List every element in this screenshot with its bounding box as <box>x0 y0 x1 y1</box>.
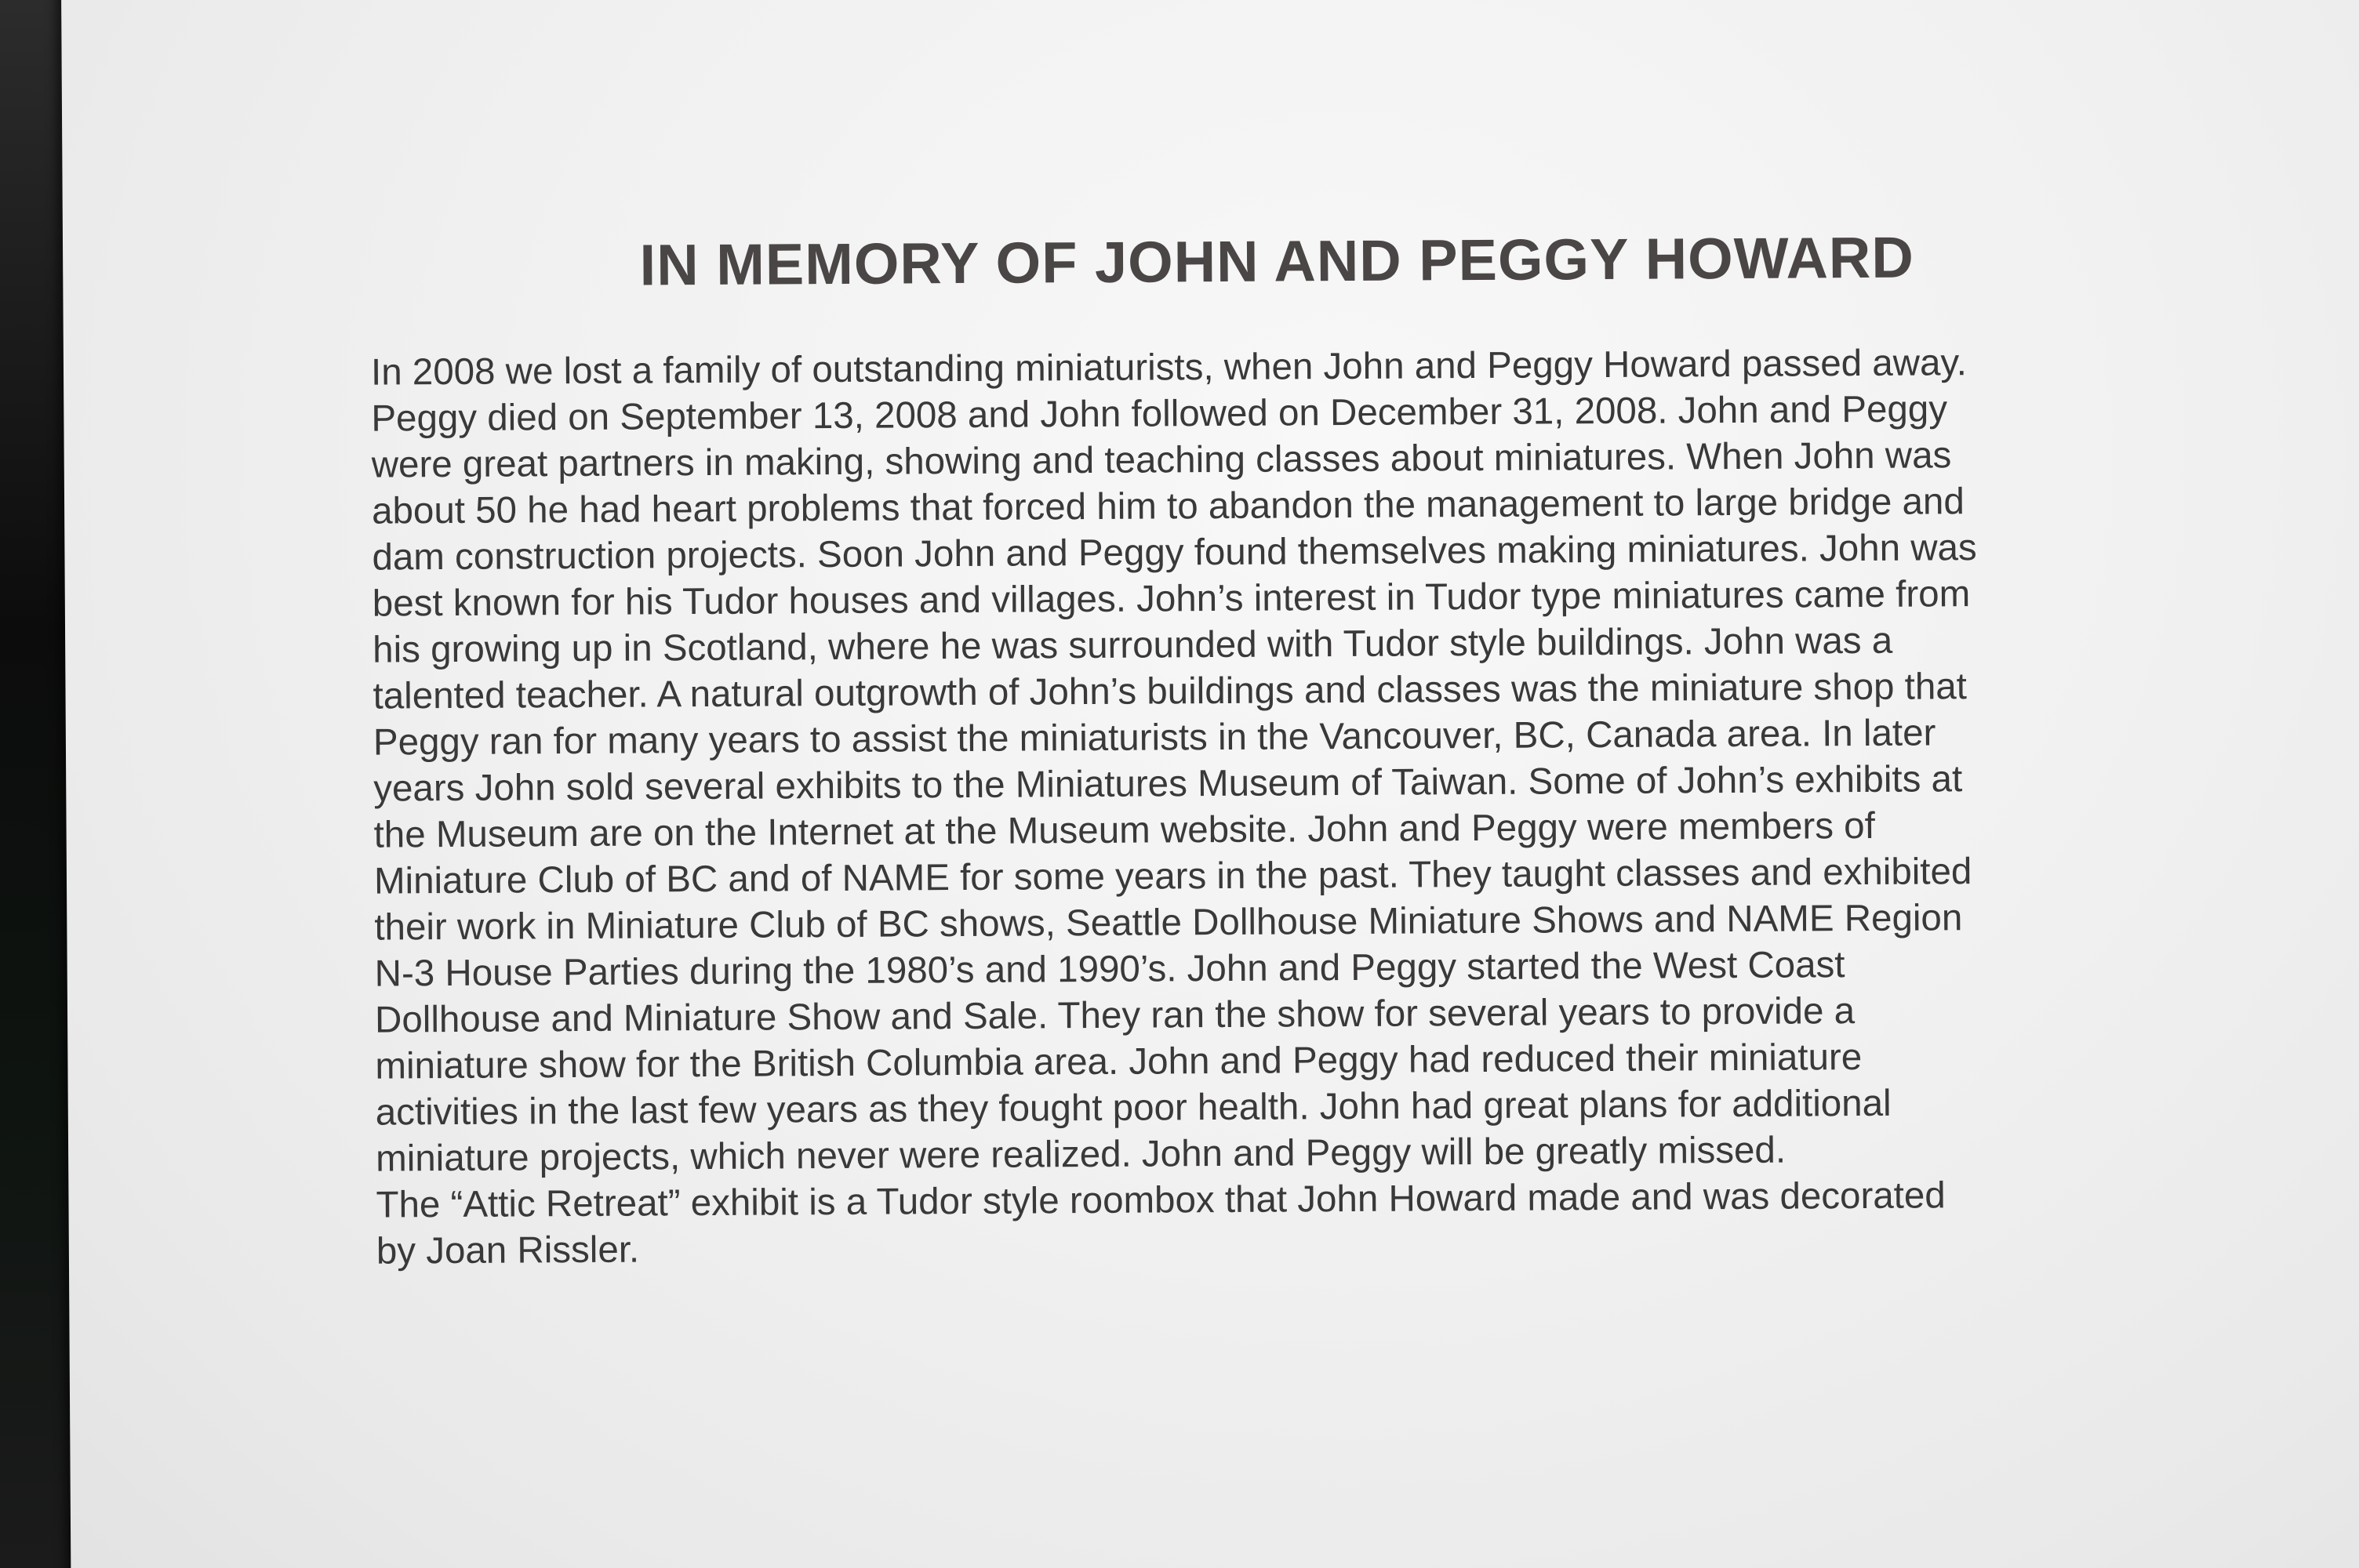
body-line: Peggy ran for many years to assist the miniaturists in the Vancouver, BC, Canada area. In later <box>373 712 1936 764</box>
body-line: miniature show for the British Columbia area. John and Peggy had reduced their miniature <box>375 1036 1863 1087</box>
body-line: talented teacher. A natural outgrowth of John’s buildings and classes was the miniature shop that <box>373 666 1968 717</box>
body-line: activities in the last few years as they fought poor health. John had great plans for additional <box>375 1082 1892 1134</box>
body-line: dam construction projects. Soon John and Peggy found themselves making miniatures. John was <box>372 527 1977 579</box>
body-line: the Museum are on the Internet at the Museum website. John and Peggy were members of <box>373 804 1875 856</box>
placard-body <box>371 338 2227 1274</box>
body-line: by Joan Rissler. <box>376 1229 640 1272</box>
body-line: In 2008 we lost a family of outstanding miniaturists, when John and Peggy Howard passed away. <box>370 342 1968 394</box>
body-line: their work in Miniature Club of BC shows, Seattle Dollhouse Miniature Shows and NAME Region <box>374 897 1963 949</box>
body-line: N-3 House Parties during the 1980’s and 1990’s. John and Peggy started the West Coast <box>374 944 1845 995</box>
body-line: miniature projects, which never were realized. John and Peggy will be greatly missed. <box>375 1129 1787 1180</box>
body-line: The “Attic Retreat” exhibit is a Tudor style roombox that John Howard made and was decorated <box>376 1174 1946 1226</box>
body-line: years John sold several exhibits to the Miniatures Museum of Taiwan. Some of John’s exhibits at <box>373 758 1963 810</box>
body-line: were great partners in making, showing and teaching classes about miniatures. When John was <box>371 434 1952 486</box>
body-line: best known for his Tudor houses and villages. John’s interest in Tudor type miniatures came from <box>372 573 1971 625</box>
background-edge <box>0 0 71 1568</box>
placard-title: IN MEMORY OF JOHN AND PEGGY HOWARD <box>639 224 1915 298</box>
memorial-placard <box>61 0 2359 1568</box>
body-line: Peggy died on September 13, 2008 and John followed on December 31, 2008. John and Peggy <box>371 388 1948 440</box>
body-line: about 50 he had heart problems that forced him to abandon the management to large bridge and <box>371 481 1965 532</box>
body-line: Miniature Club of BC and of NAME for some years in the past. They taught classes and exhibited <box>373 851 1972 902</box>
body-line: his growing up in Scotland, where he was surrounded with Tudor style buildings. John was a <box>373 619 1893 671</box>
body-line: Dollhouse and Miniature Show and Sale. They ran the show for several years to provide a <box>374 990 1856 1041</box>
